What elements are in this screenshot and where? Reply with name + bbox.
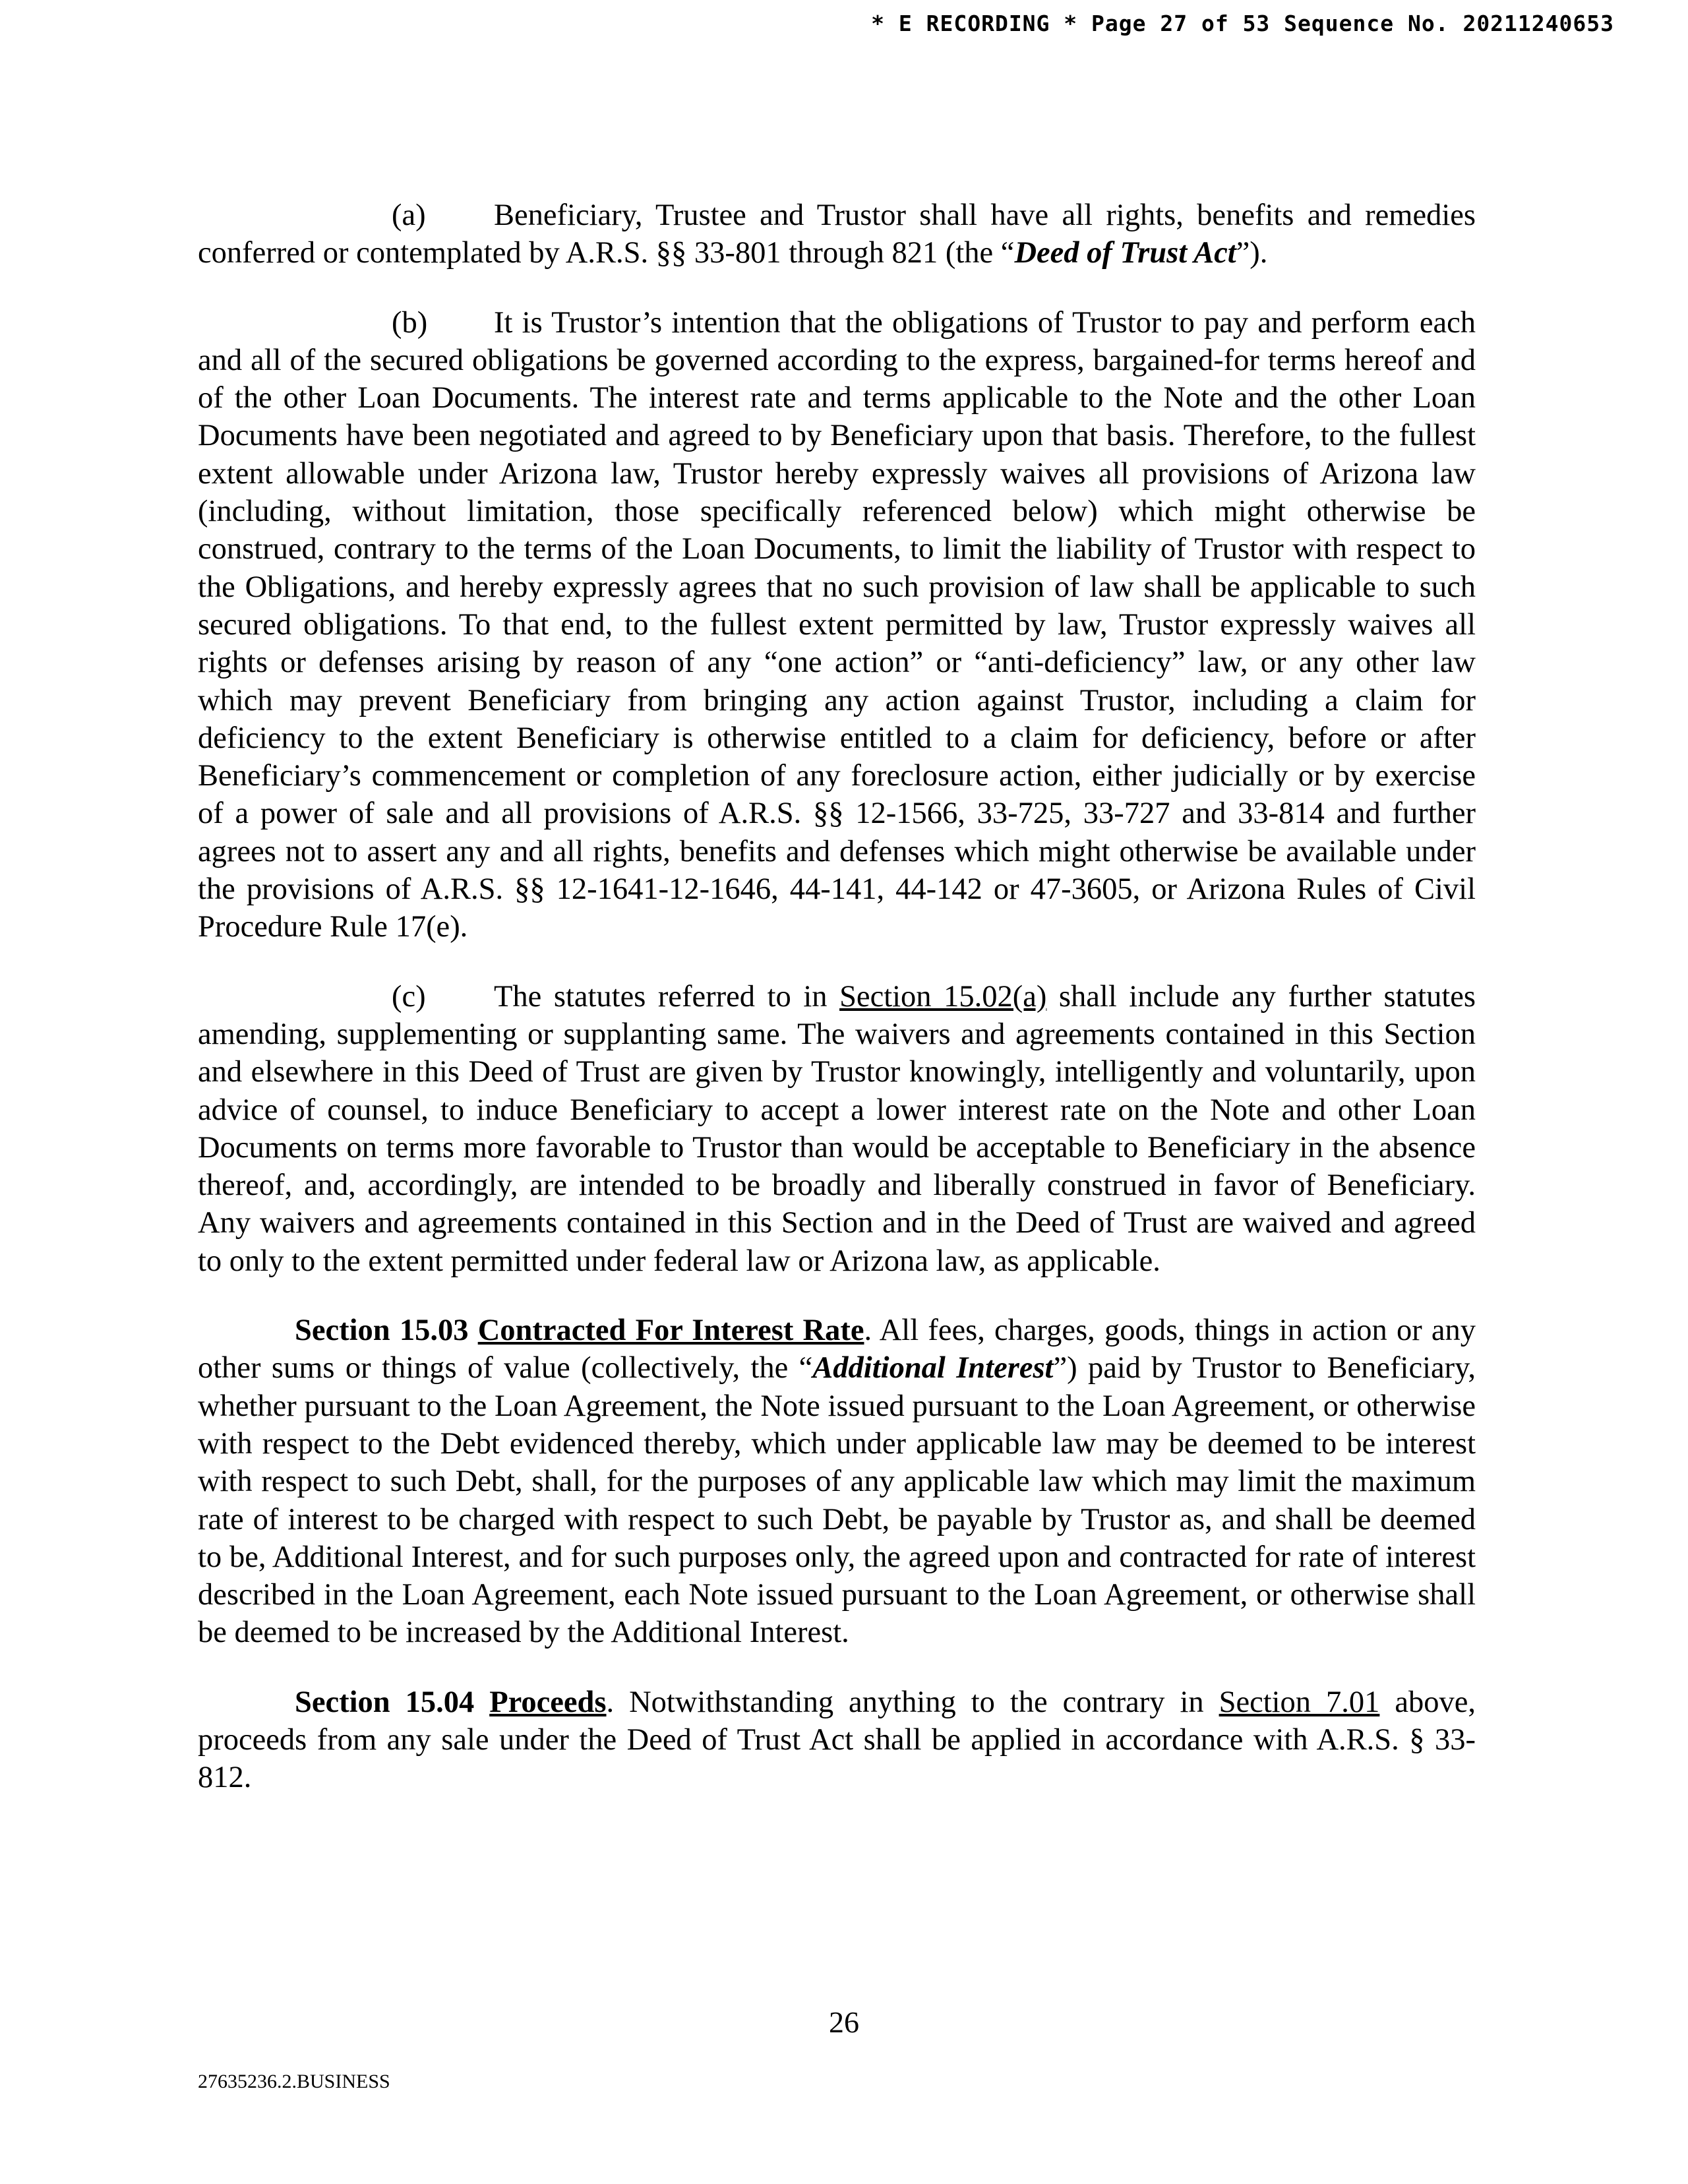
paragraph-c (198, 978, 1476, 1280)
page-number: 26 (829, 2005, 859, 2039)
paragraph-a (198, 197, 1476, 272)
section-15-04-text-end: above, proceeds from any sale under the Deed of Trust Act shall be applied in accordance with A.R.S. § 33-812. (198, 1685, 1476, 1795)
paragraph-b (198, 304, 1476, 946)
section-15-03 (198, 1312, 1476, 1652)
section-15-04-text: . Notwithstanding anything to the contrary in (606, 1685, 1219, 1719)
section-7-01-reference: Section 7.01 (1219, 1685, 1380, 1719)
defined-term-additional-interest: Additional Interest (812, 1351, 1054, 1385)
paragraph-a-text-end: ”). (1236, 236, 1268, 270)
section-15-03-title: Contracted For Interest Rate (477, 1314, 864, 1348)
paragraph-b-label: (b) (392, 305, 428, 340)
paragraph-c-text: The statutes referred to in (494, 979, 840, 1014)
paragraph-c-label: (c) (392, 979, 426, 1014)
defined-term-deed-of-trust-act: Deed of Trust Act (1014, 236, 1236, 270)
document-body (198, 197, 1476, 1829)
section-15-02a-reference: Section 15.02(a) (839, 979, 1047, 1014)
section-15-03-text: . All fees, charges, goods, things in action or any other sums or things of value (collectively, the “ (198, 1314, 1476, 1385)
section-15-04-number: Section 15.04 (295, 1685, 475, 1719)
paragraph-a-text: Beneficiary, Trustee and Trustor shall have all rights, benefits and remedies conferred or contemplated by A.R.S. §§ 33-801 through 821 (the “ (198, 198, 1476, 270)
paragraph-c-text-end: shall include any further statutes amending, supplementing or supplanting same. The waivers and agreements contained in this Section and elsewhere in this Deed of Trust are given by Trustor knowingly, intelligently and voluntarily, upon advice of counsel, to induce Beneficiary to accept a lower interest rate on the Note and other Loan Documents on terms more favorable to Trustor than would be acceptable to Beneficiary in the absence thereof, and, accordingly, are intended to be broadly and liberally construed in favor of Beneficiary. Any waivers and agreements contained in this Section and in the Deed of Trust are waived and agreed to only to the extent permitted under federal law or Arizona law, as applicable. (198, 979, 1476, 1278)
paragraph-b-text: It is Trustor’s intention that the obligations of Trustor to pay and perform each and all of the secured obligations be governed according to the express, bargained-for terms hereof and of the other Loan Documents. The interest rate and terms applicable to the Note and the other Loan Documents have been negotiated and agreed to by Beneficiary upon that basis. Therefore, to the fullest extent allowable under Arizona law, Trustor hereby expressly waives all provisions of Arizona law (including, without limitation, those specifically referenced below) which might otherwise be construed, contrary to the terms of the Loan Documents, to limit the liability of Trustor with respect to the Obligations, and hereby expressly agrees that no such provision of law shall be applicable to such secured obligations. To that end, to the fullest extent permitted by law, Trustor expressly waives all rights or defenses arising by reason of any “one action” or “anti-deficiency” law, or any other law which may prevent Beneficiary from bringing any action against Trustor, including a claim for deficiency to the extent Beneficiary is otherwise entitled to a claim for deficiency, before or after Beneficiary’s commencement or completion of any foreclosure action, either judicially or by exercise of a power of sale and all provisions of A.R.S. §§ 12-1566, 33-725, 33-727 and 33-814 and further agrees not to assert any and all rights, benefits and defenses which might otherwise be available under the provisions of A.R.S. §§ 12-1641-12-1646, 44-141, 44-142 or 47-3605, or Arizona Rules of Civil Procedure Rule 17(e). (198, 305, 1476, 944)
paragraph-a-label: (a) (392, 198, 426, 232)
section-15-03-text-end: ”) paid by Trustor to Beneficiary, whether pursuant to the Loan Agreement, the Note issued pursuant to the Loan Agreement, or otherwise with respect to the Debt evidenced thereby, which under applicable law may be deemed to be interest with respect to such Debt, shall, for the purposes of any applicable law which may limit the maximum rate of interest to be charged with respect to such Debt, be payable by Trustor as, and shall be deemed to be, Additional Interest, and for such purposes only, the agreed upon and contracted for rate of interest described in the Loan Agreement, each Note issued pursuant to the Loan Agreement, or otherwise shall be deemed to be increased by the Additional Interest. (198, 1351, 1476, 1650)
section-15-03-number: Section 15.03 (295, 1314, 469, 1348)
section-15-04 (198, 1684, 1476, 1797)
document-id-footer: 27635236.2.BUSINESS (198, 2071, 390, 2092)
section-15-04-title: Proceeds (489, 1685, 607, 1719)
recording-stamp-header: * E RECORDING * Page 27 of 53 Sequence No. 20211240653 (871, 11, 1614, 36)
